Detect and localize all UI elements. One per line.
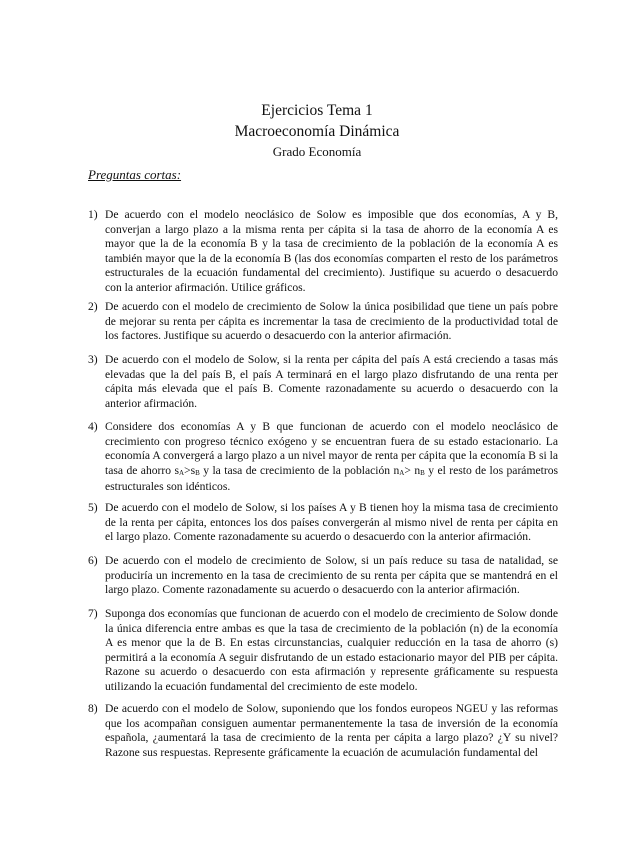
question-item [88,420,558,495]
question-text: De acuerdo con el modelo de Solow, si la renta per cápita del país A está creciendo a tasas más elevadas que la del país B, el país A terminará en el largo plazo disfrutando de una renta per cápita más elevada que el país B. Comente razonadamente su acuerdo o desacuerdo con la anterior afirmación. [105,353,558,410]
question-number: 2) [88,300,98,313]
document-title: Ejercicios Tema 1 [261,102,373,119]
question-item [88,353,558,411]
question-text: Suponga dos economías que funcionan de acuerdo con el modelo de crecimiento de Solow donde la única diferencia entre ambas es que la tasa de crecimiento de la población (n) de la economía A es menor que la de B. En estas circunstancias, cualquier reducción en la tasa de ahorro (s) permitirá a la economía A seguir disfrutando de un estado estacionario mayor del PIB per cápita. Razone su acuerdo o desacuerdo con esta afirmación y represente gráficamente su respuesta utilizando la ecuación fundamental del crecimiento de este modelo. [105,607,558,693]
degree-name: Grado Economía [272,144,362,159]
question-text: De acuerdo con el modelo de crecimiento de Solow, si un país reduce su tasa de natalidad, se produciría un incremento en la tasa de crecimiento de su renta per cápita que se mantendrá en el largo plazo. Comente razonadamente su acuerdo o desacuerdo con la anterior afirmación. [105,554,558,597]
question-item [88,300,558,344]
question-item [88,702,558,760]
section-heading: Preguntas cortas: [88,167,182,182]
question-item [88,554,558,598]
question-text: De acuerdo con el modelo de Solow, suponiendo que los fondos europeos NGEU y las reformas que los acompañan consiguen aumentar permanentemente la tasa de inversión de la economía española, ¿aumentará la tasa de crecimiento de la renta per cápita a largo plazo? ¿Y su nivel? Razone sus respuestas. Represente gráficamente la ecuación de acumulación fundamental del [105,702,558,759]
question-number: 6) [88,554,98,567]
question-text: Considere dos economías A y B que funcionan de acuerdo con el modelo neoclásico de crecimiento con progreso técnico exógeno y se encuentran fuera de su estado estacionario. La economía A convergerá a largo plazo a un nivel mayor de renta per cápita que la economía B si la tasa de ahorro $s_A>s_B$ y la tasa de crecimiento de la población $n_A> n_B$ y el resto de los parámetros estructurales son idénticos. [105,420,559,494]
question-text: De acuerdo con el modelo de crecimiento de Solow la única posibilidad que tiene un país pobre de mejorar su renta per cápita es incrementar la tasa de crecimiento de la productividad total de los factores. Justifique su acuerdo o desacuerdo con la anterior afirmación. [105,300,558,343]
question-item [88,607,558,695]
course-name: Macroeconomía Dinámica [234,123,400,140]
question-item [88,501,558,545]
question-number: 8) [88,702,98,715]
question-number: 1) [88,208,98,221]
question-number: 5) [88,501,98,514]
question-number: 4) [88,420,98,433]
question-number: 7) [88,607,98,620]
question-item [88,208,558,296]
question-number: 3) [88,353,98,366]
question-text: De acuerdo con el modelo neoclásico de Solow es imposible que dos economías, A y B, converjan a largo plazo a la misma renta per cápita si la tasa de ahorro de la economía A es mayor que la de la economía B y la tasa de crecimiento de la población de la economía A es también mayor que la de la economía B (las dos economías comparten el resto de los parámetros estructurales de la ecuación fundamental del crecimiento). Justifique su acuerdo o desacuerdo con la anterior afirmación. Utilice gráficos. [105,208,558,294]
question-text: De acuerdo con el modelo de Solow, si los países A y B tienen hoy la misma tasa de crecimiento de la renta per cápita, entonces los dos países convergerán al mismo nivel de renta per cápita en el largo plazo. Comente razonadamente su acuerdo o desacuerdo con la anterior afirmación. [105,501,558,544]
